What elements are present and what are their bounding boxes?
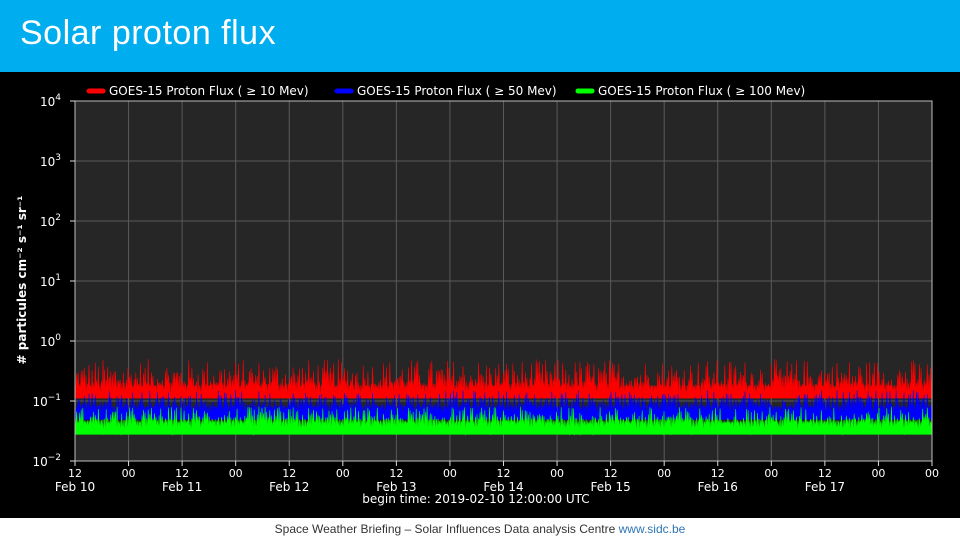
x-tick-day: Feb 12 [269,480,310,494]
x-tick-hour: 00 [335,467,350,480]
x-tick-hour: 12 [496,467,511,480]
x-tick-hour: 00 [121,467,136,480]
y-tick-label: $10^{-1}$ [32,393,61,409]
x-tick-hour: 12 [68,467,82,480]
legend [89,84,805,98]
x-tick-day: Feb 16 [697,480,738,494]
slide-header [0,0,960,72]
x-tick-day: Feb 17 [804,480,846,494]
x-tick-hour: 00 [442,467,457,480]
chart-frame [0,72,960,518]
y-axis [32,93,75,469]
x-axis [55,461,939,494]
legend-label: GOES-15 Proton Flux ( ≥ 10 Mev) [109,84,309,98]
x-tick-hour: 12 [817,467,832,480]
x-tick-day: Feb 15 [590,480,631,494]
y-tick-label: $10^4$ [39,93,61,109]
x-tick-day: Feb 14 [483,480,524,494]
slide-footer [0,518,960,540]
footer-text: Space Weather Briefing – Solar Influences Data analysis Centre [274,522,619,536]
x-tick-hour: 12 [175,467,190,480]
y-tick-label: $10^{-2}$ [32,453,61,469]
x-tick-hour: 12 [603,467,618,480]
x-tick-day: Feb 10 [54,480,96,494]
x-tick-hour: 00 [657,467,672,480]
y-axis-label: # particules cm⁻² s⁻¹ sr⁻¹ [15,195,29,365]
x-tick-hour: 00 [550,467,565,480]
x-tick-hour: 12 [282,467,297,480]
proton-flux-chart [0,72,960,518]
x-axis-label: begin time: 2019-02-10 12:00:00 UTC [362,492,590,506]
x-tick-hour: 00 [228,467,243,480]
x-tick-hour: 12 [389,467,404,480]
x-tick-hour: 00 [925,467,939,480]
legend-label: GOES-15 Proton Flux ( ≥ 50 Mev) [357,84,557,98]
x-tick-hour: 00 [871,467,886,480]
y-tick-label: $10^3$ [39,153,61,169]
x-tick-hour: 00 [764,467,779,480]
legend-label: GOES-15 Proton Flux ( ≥ 100 Mev) [598,84,806,98]
x-tick-hour: 12 [710,467,725,480]
y-tick-label: $10^1$ [39,273,61,289]
y-tick-label: $10^0$ [39,333,61,349]
y-tick-label: $10^2$ [39,213,61,229]
footer-link[interactable]: www.sidc.be [618,522,686,536]
slide-title: Solar proton flux [20,14,277,52]
x-tick-day: Feb 13 [376,480,417,494]
x-tick-day: Feb 11 [161,480,203,494]
